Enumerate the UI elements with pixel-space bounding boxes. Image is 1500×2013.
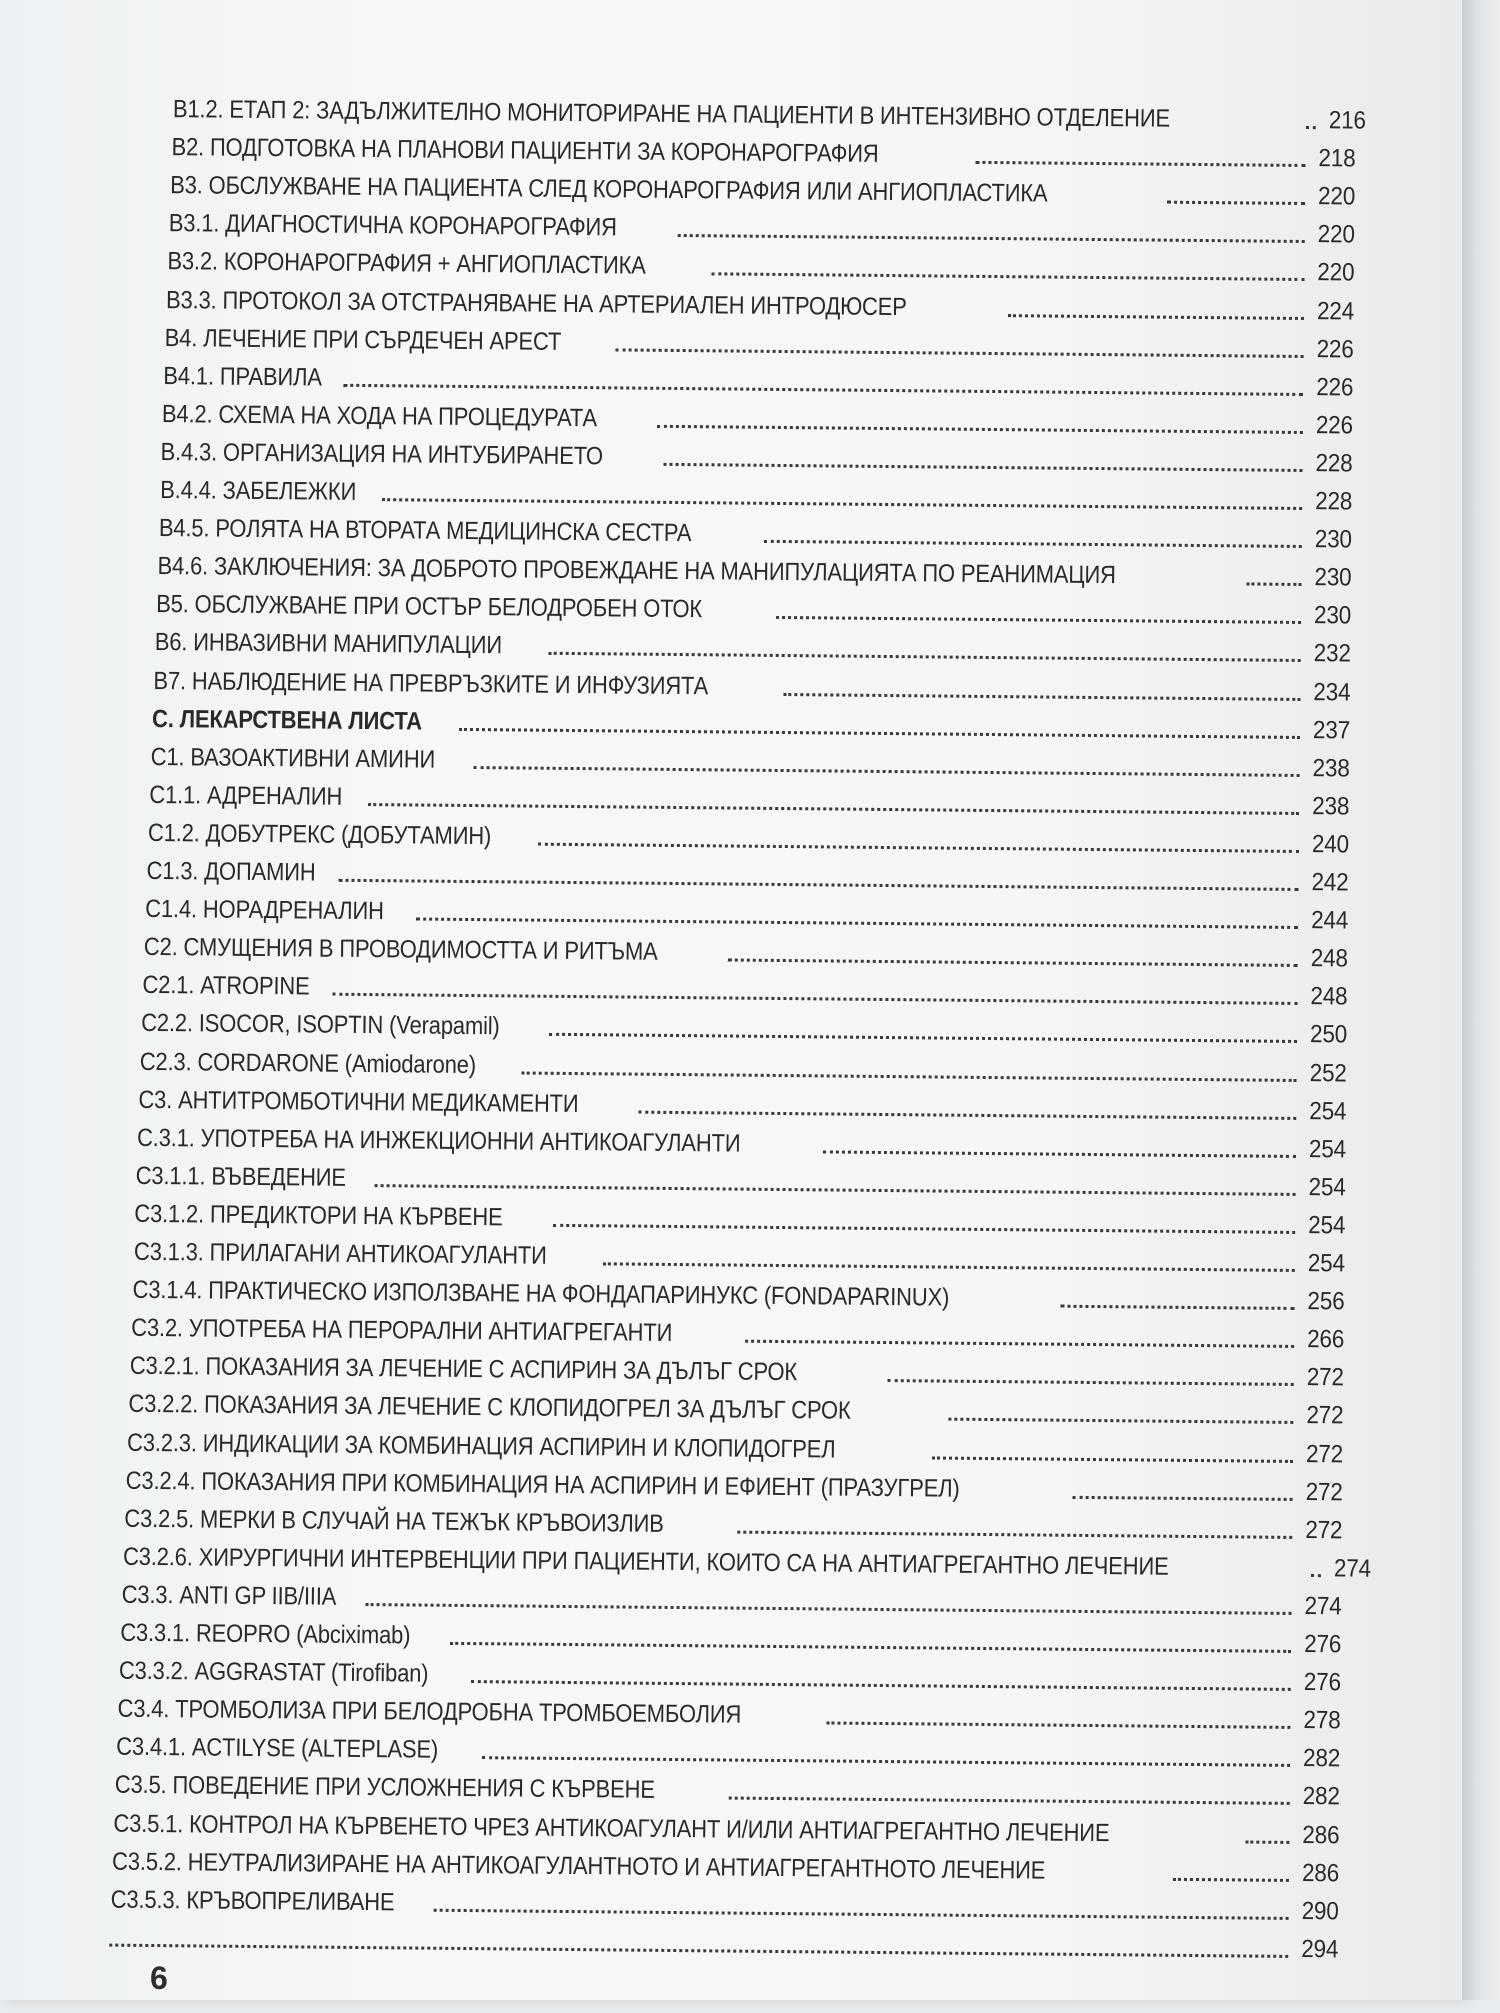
toc-entry-page: 248 bbox=[1310, 982, 1348, 1011]
toc-leader-dots bbox=[949, 1418, 1294, 1424]
toc-entry-title: С3.2.3. ИНДИКАЦИИ ЗА КОМБИНАЦИЯ АСПИРИН И КЛОПИДОГРЕЛ bbox=[126, 1428, 836, 1464]
toc-leader-dots bbox=[1245, 1840, 1289, 1843]
toc-entry-title: В7. НАБЛЮДЕНИЕ НА ПРЕВРЪЗКИТЕ И ИНФУЗИЯТА bbox=[153, 666, 708, 700]
toc-entry-page: 220 bbox=[1317, 220, 1355, 249]
toc-entry-title: В4.5. РОЛЯТА НА ВТОРАТА МЕДИЦИНСКА СЕСТРА bbox=[158, 514, 691, 548]
toc-entry-title: С3.2.1. ПОКАЗАНИЯ ЗА ЛЕЧЕНИЕ С АСПИРИН ЗА ДЪЛЪГ СРОК bbox=[129, 1352, 797, 1387]
toc-entry-page: 226 bbox=[1316, 372, 1354, 402]
toc-entry-page: 254 bbox=[1307, 1249, 1346, 1278]
toc-entry-page: 274 bbox=[1333, 1554, 1372, 1583]
toc-entry-page: 230 bbox=[1314, 563, 1352, 592]
toc-entry-title: В.4.4. ЗАБЕЛЕЖКИ bbox=[159, 476, 356, 506]
toc-entry-page: 282 bbox=[1302, 1782, 1340, 1811]
toc-entry-title: С3.5. ПОВЕДЕНИЕ ПРИ УСЛОЖНЕНИЯ С КЪРВЕНЕ bbox=[114, 1771, 656, 1805]
toc-leader-dots bbox=[823, 1150, 1296, 1158]
toc-entry-title: В4. ЛЕЧЕНИЕ ПРИ СЪРДЕЧЕН АРЕСТ bbox=[164, 323, 562, 356]
toc-entry-page: 238 bbox=[1312, 753, 1350, 783]
toc-entry-title: В2. ПОДГОТОВКА НА ПЛАНОВИ ПАЦИЕНТИ ЗА КОРОНАРОГРАФИЯ bbox=[171, 133, 879, 168]
toc-entry-title: В4.1. ПРАВИЛА bbox=[163, 361, 323, 392]
toc-leader-dots bbox=[1167, 201, 1305, 205]
toc-entry-page: 254 bbox=[1308, 1172, 1346, 1202]
toc-entry-title: С3.2. УПОТРЕБА НА ПЕРОРАЛНИ АНТИАГРЕГАНТИ bbox=[130, 1313, 672, 1348]
toc-entry-page: 240 bbox=[1311, 829, 1350, 859]
toc-entry-title: В3.3. ПРОТОКОЛ ЗА ОТСТРАНЯВАНЕ НА АРТЕРИАЛЕН ИНТРОДЮСЕР bbox=[166, 285, 908, 321]
toc-leader-dots bbox=[1073, 1495, 1293, 1500]
toc-entry-title: С3.4. ТРОМБОЛИЗА ПРИ БЕЛОДРОБНА ТРОМБОЕМБОЛИЯ bbox=[117, 1694, 742, 1729]
toc-entry-title: В5. ОБСЛУЖВАНЕ ПРИ ОСТЪР БЕЛОДРОБЕН ОТОК bbox=[155, 590, 702, 624]
toc-leader-dots bbox=[932, 1456, 1293, 1462]
toc-leader-dots bbox=[1173, 1877, 1289, 1881]
toc-entry-page: 230 bbox=[1314, 525, 1352, 554]
toc-entry-page: 254 bbox=[1308, 1210, 1346, 1240]
toc-entry-title: С3.2.5. МЕРКИ В СЛУЧАЙ НА ТЕЖЪК КРЪВОИЗЛИВ bbox=[124, 1504, 664, 1538]
toc-entry-page: 228 bbox=[1315, 449, 1353, 478]
toc-entry-title: С3.2.4. ПОКАЗАНИЯ ПРИ КОМБИНАЦИЯ НА АСПИРИН И ЕФИЕНТ (ПРАЗУГРЕЛ) bbox=[125, 1466, 960, 1503]
toc-entry-page: 278 bbox=[1303, 1706, 1341, 1735]
toc-entry-page: 226 bbox=[1316, 334, 1354, 364]
toc-entry-title: В1.2. ЕТАП 2: ЗАДЪЛЖИТЕЛНО МОНИТОРИРАНЕ НА ПАЦИЕНТИ В ИНТЕНЗИВНО ОТДЕЛЕНИЕ bbox=[172, 95, 1171, 133]
toc-entry-title: С1.2. ДОБУТРЕКС (ДОБУТАМИН) bbox=[147, 818, 492, 851]
toc-entry-page: 274 bbox=[1304, 1591, 1342, 1621]
toc-entry-page: 220 bbox=[1317, 182, 1356, 211]
toc-leader-dots bbox=[826, 1722, 1290, 1729]
toc-entry-page: 220 bbox=[1317, 258, 1355, 287]
toc-entry-title: С. ЛЕКАРСТВЕНА ЛИСТА bbox=[151, 704, 422, 736]
toc-entry-page: 272 bbox=[1305, 1439, 1344, 1468]
toc-entry-page: 226 bbox=[1315, 410, 1354, 440]
toc-entry-title: С3.1.3. ПРИЛАГАНИ АНТИКОАГУЛАНТИ bbox=[133, 1237, 547, 1270]
toc-entry-page: 254 bbox=[1309, 1096, 1347, 1126]
toc-entry-title: С3.1.1. ВЪВЕДЕНИЕ bbox=[135, 1161, 347, 1192]
toc-entry-page: 218 bbox=[1318, 144, 1356, 173]
toc-entry-page: 252 bbox=[1309, 1058, 1347, 1087]
toc-leader-dots bbox=[1306, 126, 1316, 129]
toc-entry-title: С1.4. НОРАДРЕНАЛИН bbox=[145, 894, 384, 926]
toc-entry-page: 276 bbox=[1303, 1668, 1341, 1697]
toc-entry-title: В4.6. ЗАКЛЮЧЕНИЯ: ЗА ДОБРОТО ПРОВЕЖДАНЕ НА МАНИПУЛАЦИЯТА ПО РЕАНИМАЦИЯ bbox=[156, 552, 1116, 590]
toc-entry-page: 272 bbox=[1305, 1477, 1343, 1507]
toc-leader-dots bbox=[1246, 583, 1301, 587]
toc-entry-title: С2.2. ISOCOR, ISOPTIN (Verapamil) bbox=[141, 1009, 500, 1041]
toc-entry-page: 238 bbox=[1312, 791, 1350, 821]
toc-leader-dots bbox=[975, 161, 1305, 167]
toc-entry-title: С3. АНТИТРОМБОТИЧНИ МЕДИКАМЕНТИ bbox=[138, 1085, 579, 1118]
toc-entry-page: 272 bbox=[1306, 1401, 1344, 1430]
toc-entry-page: 282 bbox=[1302, 1744, 1341, 1773]
toc-leader-dots bbox=[1008, 314, 1304, 320]
toc-entry-page: 250 bbox=[1309, 1020, 1348, 1049]
toc-entry-page: 294 bbox=[1301, 1934, 1339, 1964]
toc-leader-dots bbox=[888, 1379, 1294, 1386]
toc-entry-title: С3.1.2. ПРЕДИКТОРИ НА КЪРВЕНЕ bbox=[134, 1199, 504, 1232]
toc-entry-title: С2.1. ATROPINE bbox=[142, 971, 310, 1001]
toc-leader-dots bbox=[1060, 1305, 1294, 1310]
toc-entry-page: 286 bbox=[1301, 1858, 1340, 1887]
toc-entry-title: С1.3. ДОПАМИН bbox=[146, 856, 316, 887]
toc-entry-title: В3.2. КОРОНАРОГРАФИЯ + АНГИОПЛАСТИКА bbox=[167, 247, 647, 281]
toc-entry-title: С3.2.6. ХИРУРГИЧНИ ИНТЕРВЕНЦИИ ПРИ ПАЦИЕНТИ, КОИТО СА НА АНТИАГРЕГАНТНО ЛЕЧЕНИЕ bbox=[122, 1542, 1169, 1581]
toc-entry-title: С.3.1. УПОТРЕБА НА ИНЖЕКЦИОННИ АНТИКОАГУЛАНТИ bbox=[137, 1123, 741, 1158]
toc-entry-page: 290 bbox=[1301, 1896, 1339, 1926]
toc-entry-page: 272 bbox=[1306, 1363, 1344, 1392]
toc-entry-page: 224 bbox=[1316, 296, 1355, 325]
toc-entry-page: 256 bbox=[1307, 1287, 1345, 1316]
toc-entry-page: 272 bbox=[1305, 1515, 1343, 1545]
toc-entry-title: С1. ВАЗОАКТИВНИ АМИНИ bbox=[150, 742, 436, 774]
toc-entry-page: 248 bbox=[1310, 944, 1348, 973]
toc-entry-page: 286 bbox=[1302, 1820, 1340, 1849]
toc-entry-title: С3.2.2. ПОКАЗАНИЯ ЗА ЛЕЧЕНИЕ С КЛОПИДОГРЕЛ ЗА ДЪЛЪГ СРОК bbox=[128, 1390, 851, 1426]
toc-entry-title: С3.3.2. AGGRASTAT (Tirofiban) bbox=[118, 1656, 429, 1688]
toc-entry-page: 234 bbox=[1313, 677, 1351, 706]
toc-entry-title: С2.3. CORDARONE (Amiodarone) bbox=[139, 1047, 477, 1079]
toc-entry-title: С3.3.1. REOPRO (Abciximab) bbox=[120, 1618, 411, 1650]
toc-entry-title: В3. ОБСЛУЖВАНЕ НА ПАЦИЕНТА СЛЕД КОРОНАРОГРАФИЯ ИЛИ АНГИОПЛАСТИКА bbox=[170, 171, 1048, 208]
toc-entry-title: С3.3. ANTI GP IIB/IIIA bbox=[121, 1580, 337, 1611]
toc-entry-page: 237 bbox=[1312, 715, 1351, 745]
toc-entry-page: 244 bbox=[1311, 906, 1349, 935]
toc-leader-dots bbox=[110, 1943, 1289, 1957]
toc-entry-title: С3.1.4. ПРАКТИЧЕСКО ИЗПОЛЗВАНЕ НА ФОНДАПАРИНУКС (FONDAPARINUX) bbox=[131, 1275, 949, 1312]
toc-entry-title: С3.5.3. КРЪВОПРЕЛИВАНЕ bbox=[110, 1885, 395, 1917]
toc-leader-dots bbox=[1311, 1574, 1321, 1577]
toc-entry-title: С3.5.2. НЕУТРАЛИЗИРАНЕ НА АНТИКОАГУЛАНТНОТО И АНТИАГРЕГАНТНОТО ЛЕЧЕНИЕ bbox=[112, 1847, 1046, 1885]
toc-entry-title: В.4.3. ОРГАНИЗАЦИЯ НА ИНТУБИРАНЕТО bbox=[160, 437, 604, 471]
toc-entry-page: 228 bbox=[1315, 487, 1353, 516]
toc-leader-dots bbox=[776, 616, 1301, 624]
toc-entry-title: С3.4.1. ACTILYSE (ALTEPLASE) bbox=[116, 1732, 439, 1765]
toc-entry-title: В4.2. СХЕМА НА ХОДА НА ПРОЦЕДУРАТА bbox=[162, 399, 598, 433]
toc-entry-title: С3.5.1. КОНТРОЛ НА КЪРВЕНЕТО ЧРЕЗ АНТИКОАГУЛАНТ И/ИЛИ АНТИАГРЕГАНТНО ЛЕЧЕНИЕ bbox=[113, 1809, 1110, 1847]
toc-entry-title: В6. ИНВАЗИВНИ МАНИПУЛАЦИИ bbox=[154, 628, 502, 660]
toc-entry-title: С2. СМУЩЕНИЯ В ПРОВОДИМОСТТА И РИТЪМА bbox=[143, 933, 658, 967]
toc-entry-page: 266 bbox=[1306, 1325, 1345, 1354]
toc-entry-page: 230 bbox=[1313, 601, 1352, 630]
page-number: 6 bbox=[150, 1960, 168, 1996]
toc-entry-page: 254 bbox=[1308, 1134, 1347, 1164]
toc-entry-page: 242 bbox=[1311, 868, 1349, 897]
toc-entry-page: 216 bbox=[1328, 106, 1367, 135]
toc-entry-page: 276 bbox=[1304, 1630, 1342, 1659]
toc-entry-title: В3.1. ДИАГНОСТИЧНА КОРОНАРОГРАФИЯ bbox=[168, 209, 618, 242]
toc-leader-dots bbox=[783, 693, 1300, 701]
toc-entry-title: С1.1. АДРЕНАЛИН bbox=[149, 780, 343, 811]
toc-entry-page: 232 bbox=[1313, 639, 1351, 668]
